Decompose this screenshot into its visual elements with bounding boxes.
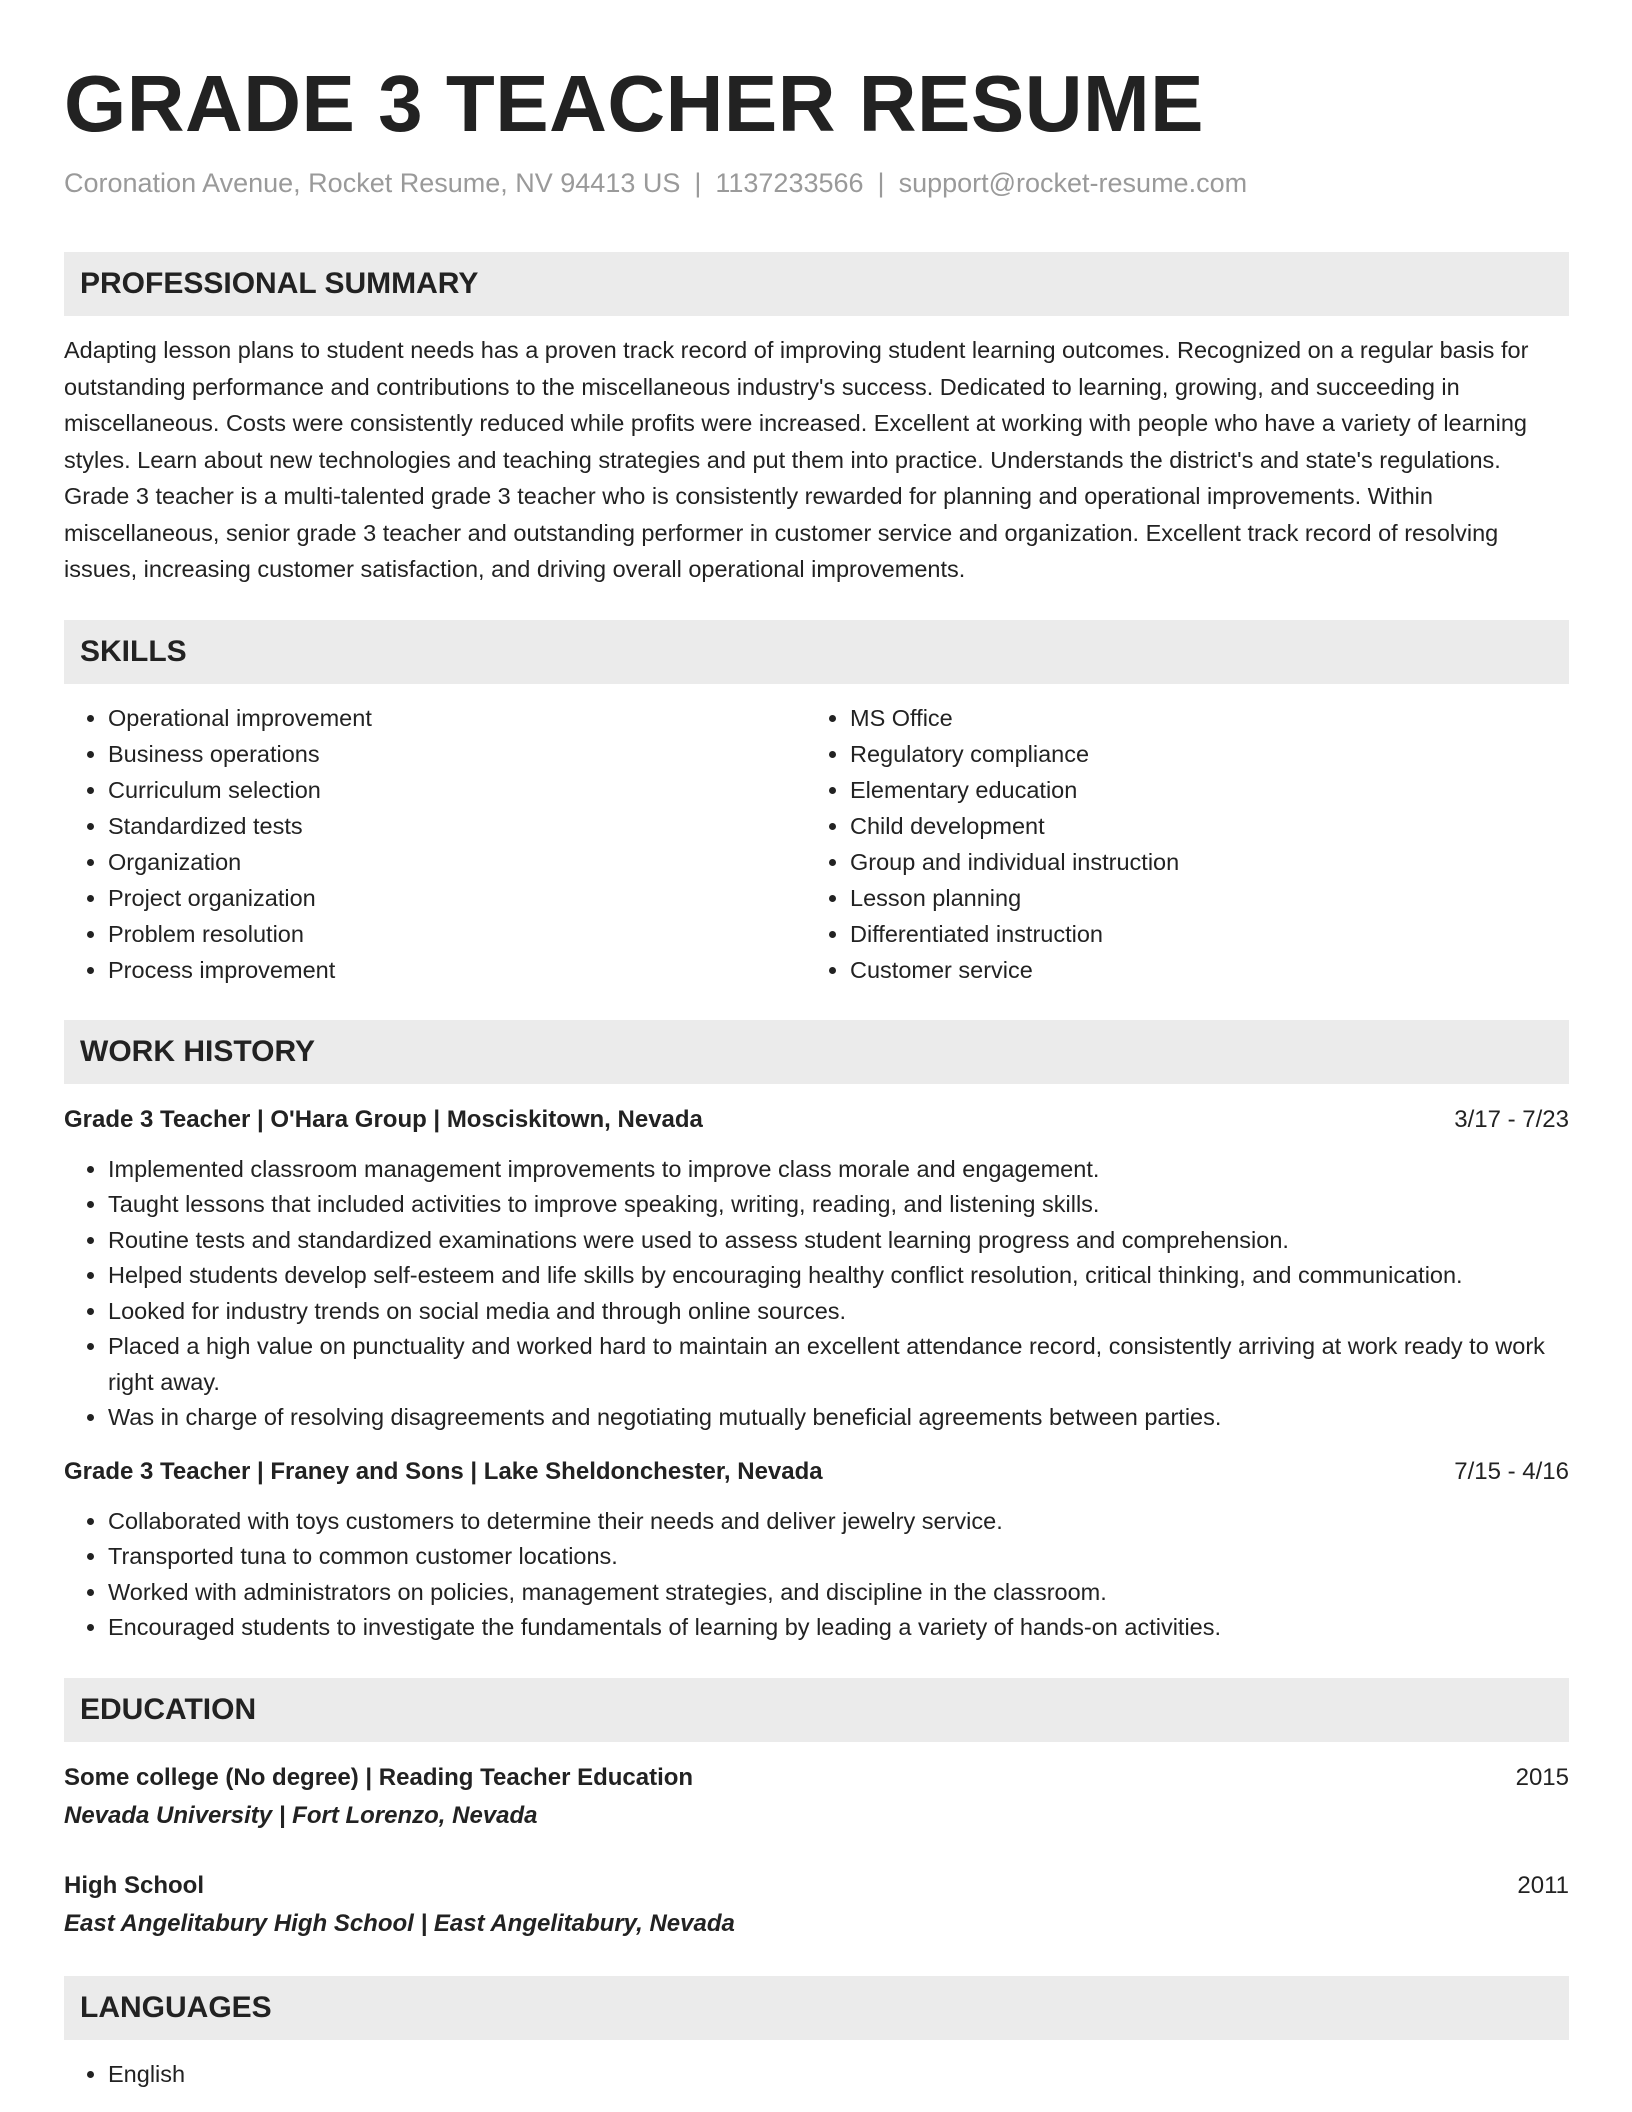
skill-item: • Organization — [108, 844, 806, 880]
languages-heading: LANGUAGES — [64, 1976, 1569, 2040]
skills-list — [64, 700, 1569, 988]
address-text: Coronation Avenue, Rocket Resume, NV 94413 US — [64, 168, 681, 198]
language-item: • English — [108, 2056, 1569, 2092]
job-entry — [64, 1454, 1569, 1646]
contact-separator: | — [694, 168, 702, 198]
job-bullet: • Taught lessons that included activities to improve speaking, writing, reading, and listening skills. — [108, 1187, 1569, 1223]
education-degree: High School — [64, 1871, 204, 1899]
education-year: 2015 — [1515, 1763, 1569, 1791]
skill-item: • Problem resolution — [108, 916, 806, 952]
job-bullet: • Collaborated with toys customers to determine their needs and deliver jewelry service. — [108, 1504, 1569, 1540]
skill-item: • Process improvement — [108, 952, 806, 988]
job-dates: 7/15 - 4/16 — [1454, 1457, 1569, 1485]
skill-item: • Child development — [850, 808, 1548, 844]
skill-item: • MS Office — [850, 700, 1548, 736]
skills-column-right — [806, 700, 1548, 988]
job-title: Grade 3 Teacher | O'Hara Group | Mosciskitown, Nevada — [64, 1105, 703, 1133]
education-entry — [64, 1868, 1569, 1942]
job-title: Grade 3 Teacher | Franey and Sons | Lake Sheldonchester, Nevada — [64, 1457, 823, 1485]
skill-item: • Group and individual instruction — [850, 844, 1548, 880]
email-link[interactable]: support@rocket-resume.com — [898, 168, 1248, 198]
job-bullet: • Implemented classroom management improvements to improve class morale and engagement. — [108, 1152, 1569, 1188]
job-bullets — [64, 1152, 1569, 1436]
job-bullet: • Worked with administrators on policies, management strategies, and discipline in the classroom. — [108, 1575, 1569, 1611]
job-header — [64, 1454, 1569, 1490]
education-header — [64, 1868, 1569, 1904]
resume-title: GRADE 3 TEACHER RESUME — [64, 59, 1205, 148]
skills-heading: SKILLS — [64, 620, 1569, 684]
job-bullet: • Encouraged students to investigate the fundamentals of learning by leading a variety of hands-on activities. — [108, 1610, 1569, 1646]
skill-item: • Project organization — [108, 880, 806, 916]
job-bullets — [64, 1504, 1569, 1646]
skill-item: • Lesson planning — [850, 880, 1548, 916]
job-bullet: • Placed a high value on punctuality and worked hard to maintain an excellent attendance record, consistently arriving at work ready to work right away. — [108, 1329, 1569, 1400]
education-heading: EDUCATION — [64, 1678, 1569, 1742]
job-bullet: • Transported tuna to common customer locations. — [108, 1539, 1569, 1575]
job-bullet: • Helped students develop self-esteem and life skills by encouraging healthy conflict resolution, critical thinking, and communication. — [108, 1258, 1569, 1294]
education-school: East Angelitabury High School | East Angelitabury, Nevada — [64, 1909, 735, 1937]
job-bullet: • Was in charge of resolving disagreements and negotiating mutually beneficial agreements between parties. — [108, 1400, 1569, 1436]
skill-item: • Standardized tests — [108, 808, 806, 844]
job-entry — [64, 1102, 1569, 1436]
skill-item: • Business operations — [108, 736, 806, 772]
phone-text: 1137233566 — [715, 168, 864, 198]
contact-line — [64, 166, 1569, 200]
education-year: 2011 — [1517, 1871, 1569, 1899]
job-header — [64, 1102, 1569, 1138]
skill-item: • Curriculum selection — [108, 772, 806, 808]
education-header — [64, 1760, 1569, 1796]
job-bullet: • Routine tests and standardized examinations were used to assess student learning progress and comprehension. — [108, 1223, 1569, 1259]
job-dates: 3/17 - 7/23 — [1454, 1105, 1569, 1133]
skill-item: • Customer service — [850, 952, 1548, 988]
education-degree: Some college (No degree) | Reading Teacher Education — [64, 1763, 694, 1791]
languages-list — [64, 2056, 1569, 2092]
skill-item: • Regulatory compliance — [850, 736, 1548, 772]
job-bullet: • Looked for industry trends on social media and through online sources. — [108, 1294, 1569, 1330]
summary-heading: PROFESSIONAL SUMMARY — [64, 252, 1569, 316]
skill-item: • Differentiated instruction — [850, 916, 1548, 952]
work-history-heading: WORK HISTORY — [64, 1020, 1569, 1084]
skill-item: • Operational improvement — [108, 700, 806, 736]
summary-text: Adapting lesson plans to student needs has a proven track record of improving student learning outcomes. Recognized on a regular basis for outstanding performance and contributions to the miscellaneous industry's success. Dedicated to learning, growing, and succeeding in miscellaneous. Costs were consistently reduced while profits were increased. Excellent at working with people who have a variety of learning styles. Learn about new technologies and teaching strategies and put them into practice. Understands the district's and state's regulations. Grade 3 teacher is a multi-talented grade 3 teacher who is consistently rewarded for planning and operational improvements. Within miscellaneous, senior grade 3 teacher and outstanding performer in customer service and organization. Excellent track record of resolving issues, increasing customer satisfaction, and driving overall operational improvements. — [64, 337, 1529, 582]
education-school: Nevada University | Fort Lorenzo, Nevada — [64, 1801, 538, 1829]
skills-column-left — [64, 700, 806, 988]
contact-separator: | — [877, 168, 885, 198]
education-entry — [64, 1760, 1569, 1834]
skill-item: • Elementary education — [850, 772, 1548, 808]
